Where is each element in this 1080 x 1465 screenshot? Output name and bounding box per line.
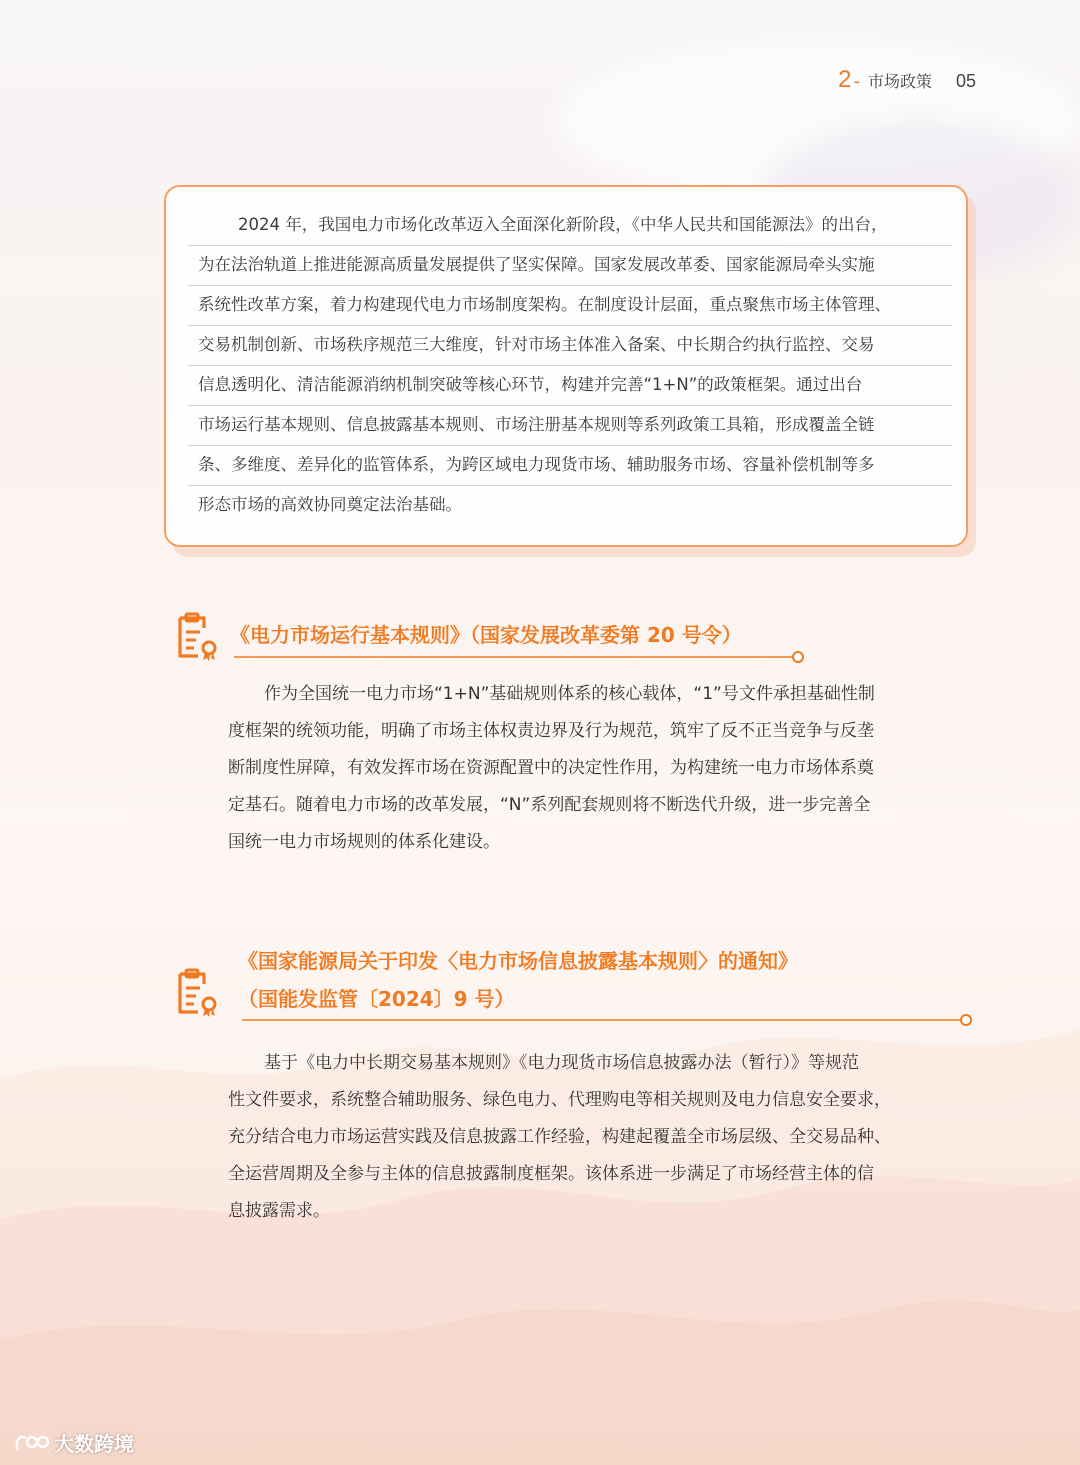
section-divider [234,656,794,658]
section-divider-end [792,651,804,663]
paragraph-line: 性文件要求，系统整合辅助服务、绿色电力、代理购电等相关规则及电力信息安全要求， [228,1090,891,1110]
paragraph-line: 基于《电力中长期交易基本规则》《电力现货市场信息披露办法（暂行）》等规范 [264,1053,859,1073]
intro-line: 为在法治轨道上推进能源高质量发展提供了坚实保障。国家发展改革委、国家能源局牵头实施 [188,245,952,286]
section-divider-end [960,1014,972,1026]
section-heading-sub: （国能发监管〔2024〕9 号） [238,987,515,1011]
brand-logo-icon [14,1432,50,1454]
watermark [14,1428,134,1457]
section-paragraph [228,1045,928,1230]
intro-line: 形态市场的高效协同奠定法治基础。 [198,495,462,514]
intro-line: 交易机制创新、市场秩序规范三大维度，针对市场主体准入备案、中长期合约执行监控、交易 [188,325,952,366]
intro-line: 市场运行基本规则、信息披露基本规则、市场注册基本规则等系列政策工具箱，形成覆盖全链 [188,405,952,446]
paragraph-line: 息披露需求。 [228,1201,330,1221]
section-heading: 《电力市场运行基本规则》（国家发展改革委第 20 号令） [230,623,742,647]
intro-line: 信息透明化、清洁能源消纳机制突破等核心环节，构建并完善“1+N”的政策框架。通过出台 [188,365,952,406]
intro-line: 条、多维度、差异化的监管体系，为跨区域电力现货市场、辅助服务市场、容量补偿机制等多 [188,445,952,486]
section-separator: - [853,71,860,92]
section-number: 2 [838,66,852,93]
document-certificate-icon [174,968,220,1018]
page-header [838,66,976,94]
paragraph-line: 定基石。随着电力市场的改革发展，“N”系列配套规则将不断迭代升级，进一步完善全 [228,795,871,815]
section-heading: 《国家能源局关于印发〈电力市场信息披露基本规则〉的通知》 [238,949,798,973]
paragraph-line: 国统一电力市场规则的体系化建设。 [228,832,500,852]
document-certificate-icon [174,612,220,662]
paragraph-line: 度框架的统领功能，明确了市场主体权责边界及行为规范，筑牢了反不正当竞争与反垄 [228,721,874,741]
intro-line: 系统性改革方案，着力构建现代电力市场制度架构。在制度设计层面，重点聚焦市场主体管理、 [188,285,952,326]
section-title: 市场政策 [867,72,932,91]
intro-box [164,185,968,547]
section-paragraph [228,676,928,861]
paragraph-line: 断制度性屏障，有效发挥市场在资源配置中的决定性作用，为构建统一电力市场体系奠 [228,758,874,778]
section-divider [242,1019,962,1021]
paragraph-line: 全运营周期及全参与主体的信息披露制度框架。该体系进一步满足了市场经营主体的信 [228,1164,874,1184]
paragraph-line: 充分结合电力市场运营实践及信息披露工作经验，构建起覆盖全市场层级、全交易品种、 [228,1127,891,1147]
page-number: 05 [955,71,976,91]
watermark-text: 大数跨境 [54,1432,134,1456]
intro-line: 2024 年，我国电力市场化改革迈入全面深化新阶段，《中华人民共和国能源法》的出台， [188,205,952,246]
paragraph-line: 作为全国统一电力市场“1+N”基础规则体系的核心载体，“1”号文件承担基础性制 [264,684,875,704]
